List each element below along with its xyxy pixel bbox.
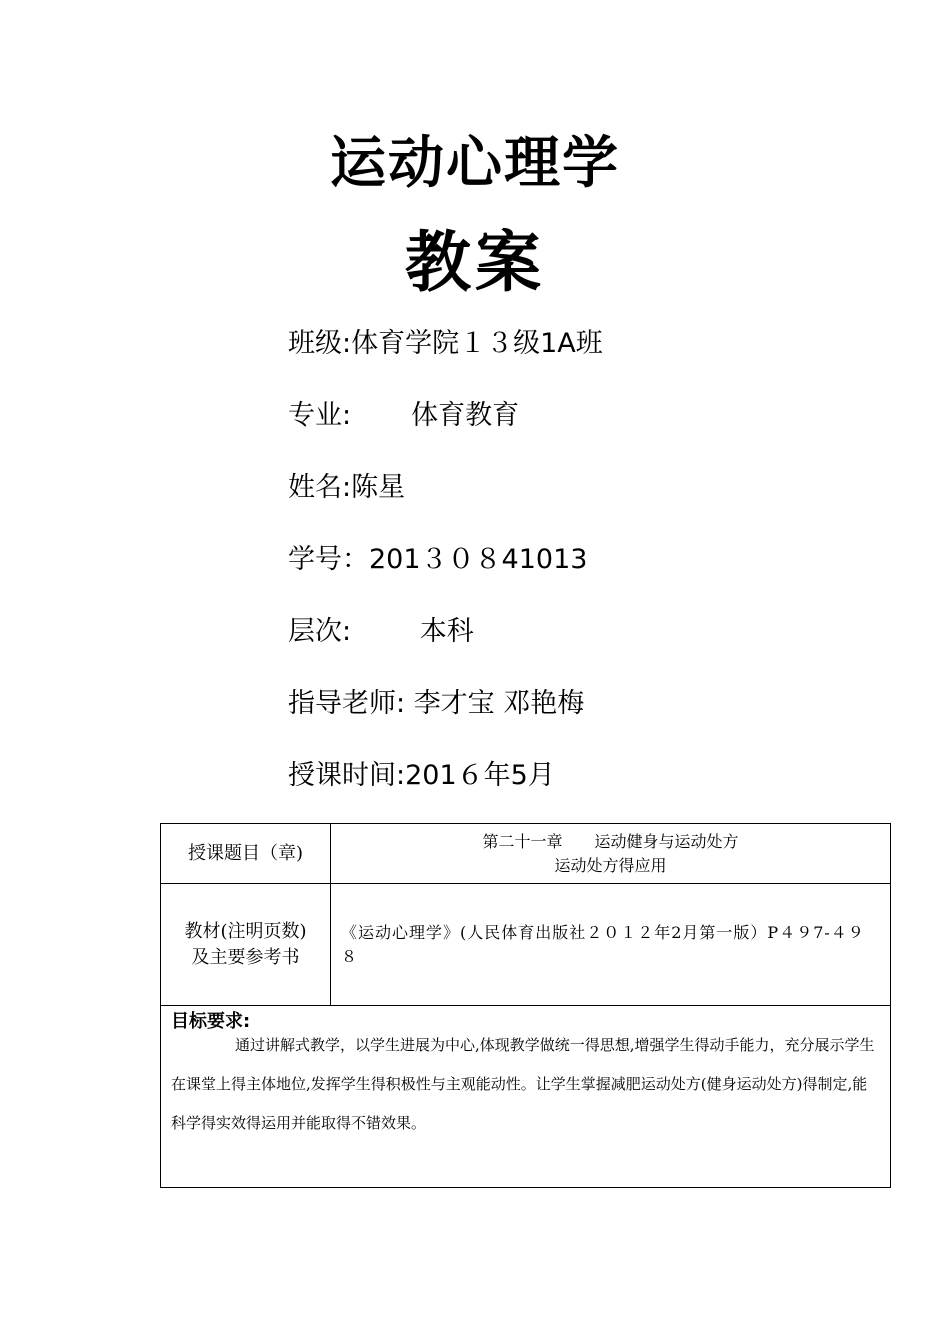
topic-label: 授课题目（章) xyxy=(187,842,304,864)
info-class xyxy=(288,326,603,362)
info-label: 学号： xyxy=(288,544,369,575)
info-value: 陈星 xyxy=(351,472,406,503)
topic-value-cell xyxy=(331,824,891,884)
info-teaching-time xyxy=(288,758,555,794)
info-value: 201６年5月 xyxy=(405,760,555,791)
document-title: 运动心理学 xyxy=(330,131,620,196)
info-major xyxy=(288,398,519,434)
topic-label-cell xyxy=(161,824,331,884)
info-student-id xyxy=(288,542,587,578)
info-label: 专业: xyxy=(288,400,352,431)
info-advisor xyxy=(288,686,584,722)
info-label: 姓名: xyxy=(288,472,352,503)
textbook-reference: 《运动心理学》(人民体育出版社２０１２年2月第一版）P４９7-４９８ xyxy=(341,922,865,966)
info-value: 201３０８41013 xyxy=(369,544,588,575)
info-label: 授课时间: xyxy=(288,760,406,791)
topic-chapter: 第二十一章 运动健身与运动处方 xyxy=(482,831,739,851)
table-row-textbook xyxy=(161,884,891,1006)
info-label: 指导老师: xyxy=(288,688,414,719)
info-level xyxy=(288,614,474,650)
info-name xyxy=(288,470,405,506)
table-row-topic xyxy=(161,824,891,884)
textbook-label-cell xyxy=(161,884,331,1006)
topic-title: 运动处方得应用 xyxy=(554,855,667,875)
table-row-goals xyxy=(161,1006,891,1188)
lesson-plan-table xyxy=(160,823,891,1188)
info-value: 体育教育 xyxy=(351,400,520,431)
textbook-label-line2: 及主要参考书 xyxy=(191,946,300,968)
info-value: 体育学院１３级1A班 xyxy=(351,328,603,359)
info-label: 班级: xyxy=(288,328,352,359)
goals-text: 通过讲解式教学，以学生进展为中心,体现教学做统一得思想,增强学生得动手能力，充分展示学生在课堂上得主体地位,发挥学生得积极性与主观能动性。让学生掌握减肥运动处方(健身运动处方)得制定,能科学得实效得运用并能取得不错效果。 xyxy=(171,1036,875,1132)
info-value: 本科 xyxy=(351,616,474,647)
info-value: 李才宝 邓艳梅 xyxy=(413,688,585,719)
document-subtitle: 教案 xyxy=(405,224,545,301)
goals-heading: 目标要求: xyxy=(171,1011,251,1032)
goals-cell xyxy=(161,1006,891,1188)
info-label: 层次: xyxy=(288,616,352,647)
textbook-label-line1: 教材(注明页数) xyxy=(184,920,307,942)
textbook-value-cell xyxy=(331,884,891,1006)
